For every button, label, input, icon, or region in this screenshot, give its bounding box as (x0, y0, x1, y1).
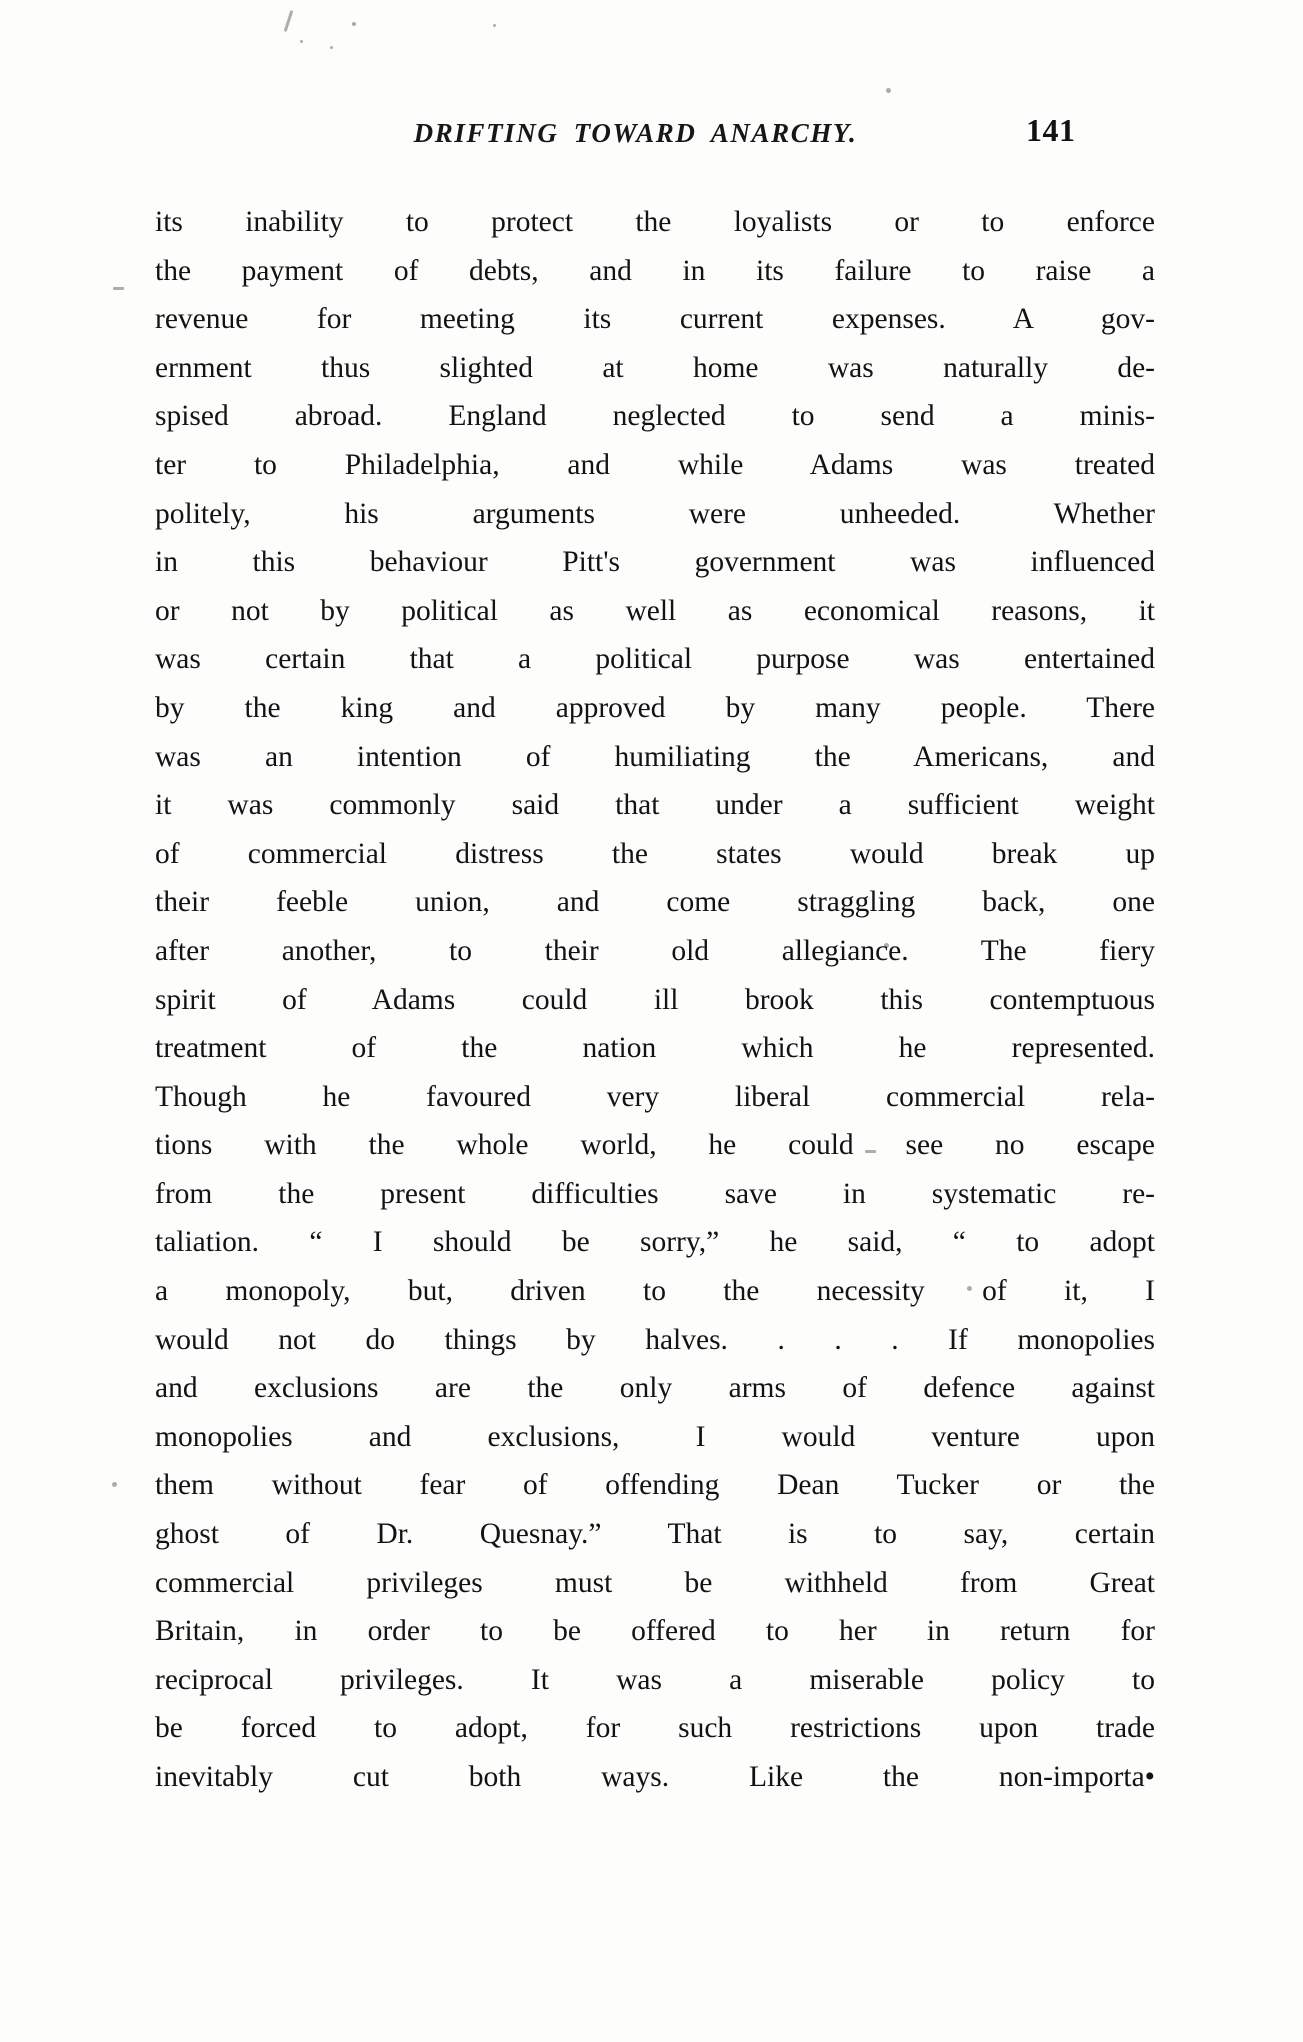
text-line: spised abroad. England neglected to send a minis- (155, 400, 1155, 433)
text-line: spirit of Adams could ill brook this contemptuous (155, 983, 1155, 1016)
page-header (0, 112, 1303, 149)
body-text (155, 198, 1155, 1802)
text-line: was an intention of humiliating the Americans, and (155, 740, 1155, 773)
text-line: reciprocal privileges. It was a miserable policy to (155, 1663, 1155, 1696)
text-line: Britain, in order to be offered to her in return for (155, 1615, 1155, 1648)
text-line: taliation. “ I should be sorry,” he said, “ to adopt (155, 1226, 1155, 1259)
text-line: their feeble union, and come straggling back, one (155, 886, 1155, 919)
text-line: revenue for meeting its current expenses. A gov- (155, 303, 1155, 336)
text-line: the payment of debts, and in its failure to raise a (155, 254, 1155, 287)
text-line: in this behaviour Pitt's government was influenced (155, 546, 1155, 579)
text-line: a monopoly, but, driven to the necessity of it, I (155, 1275, 1155, 1308)
text-line: monopolies and exclusions, I would venture upon (155, 1420, 1155, 1453)
text-line: or not by political as well as economical reasons, it (155, 594, 1155, 627)
text-line: ghost of Dr. Quesnay.” That is to say, certain (155, 1518, 1155, 1551)
scan-speck (300, 40, 303, 43)
text-line: its inability to protect the loyalists or to enforce (155, 206, 1155, 238)
scan-speck (284, 10, 294, 32)
text-line: ernment thus slighted at home was naturally de- (155, 351, 1155, 384)
scan-speck (352, 22, 356, 26)
page-number: 141 (1026, 112, 1076, 148)
text-line: would not do things by halves. . . . If monopolies (155, 1323, 1155, 1356)
text-line: be forced to adopt, for such restrictions upon trade (155, 1712, 1155, 1745)
running-title: DRIFTING TOWARD ANARCHY. (413, 118, 858, 148)
text-line: Though he favoured very liberal commercial rela- (155, 1080, 1155, 1113)
scan-speck (113, 287, 124, 290)
text-line: ter to Philadelphia, and while Adams was treated (155, 448, 1155, 481)
scan-speck (493, 24, 496, 27)
text-line: inevitably cut both ways. Like the non-importa• (155, 1761, 1155, 1793)
text-line: it was commonly said that under a sufficient weight (155, 789, 1155, 822)
text-line: them without fear of offending Dean Tucker or the (155, 1469, 1155, 1502)
text-line: was certain that a political purpose was entertained (155, 643, 1155, 676)
text-line: commercial privileges must be withheld from Great (155, 1566, 1155, 1599)
text-line: by the king and approved by many people. There (155, 691, 1155, 724)
text-line: treatment of the nation which he represented. (155, 1032, 1155, 1065)
scan-speck (112, 1482, 117, 1487)
text-line: after another, to their old allegiance. The fiery (155, 934, 1155, 967)
scan-speck (886, 88, 891, 93)
text-line: tions with the whole world, he could see no escape (155, 1129, 1155, 1162)
text-line: and exclusions are the only arms of defence against (155, 1372, 1155, 1405)
text-line: from the present difficulties save in systematic re- (155, 1177, 1155, 1210)
scan-speck (330, 46, 333, 49)
text-line: of commercial distress the states would break up (155, 837, 1155, 870)
text-line: politely, his arguments were unheeded. Whether (155, 497, 1155, 530)
